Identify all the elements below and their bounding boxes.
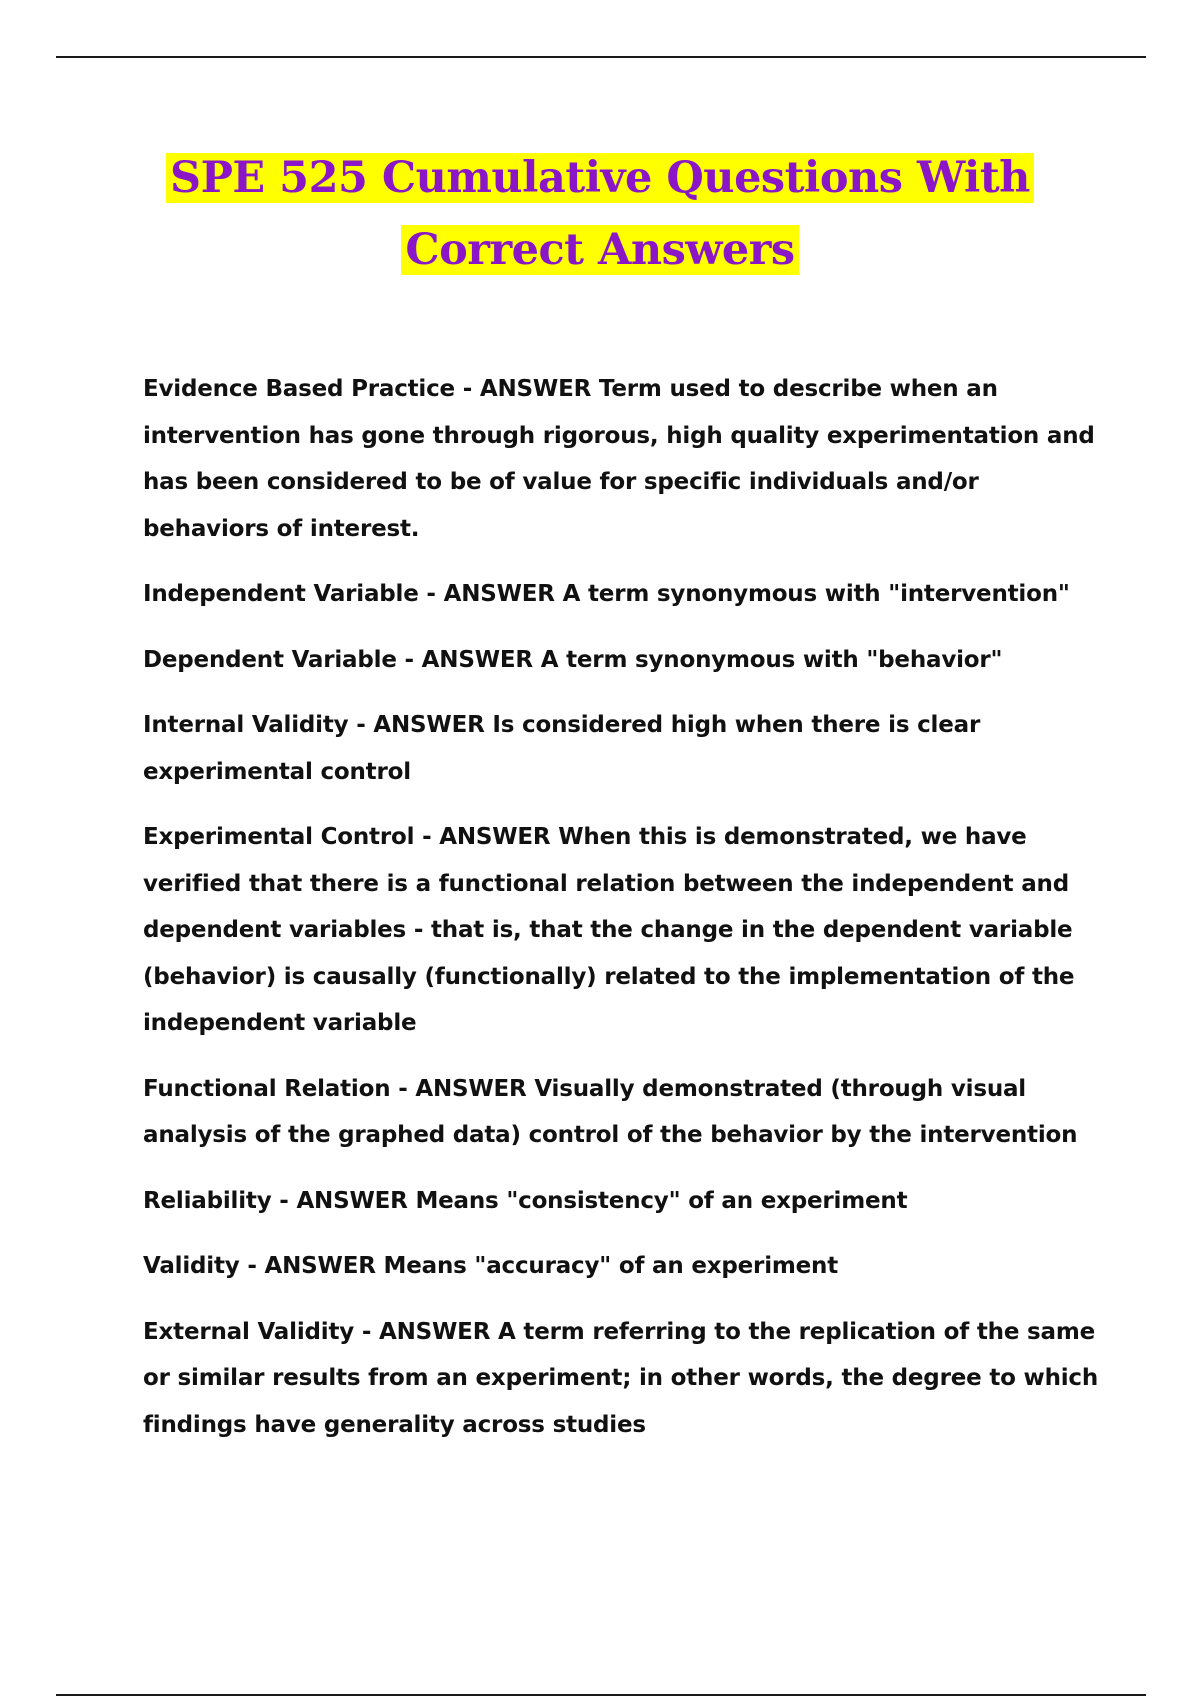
header-rule — [56, 56, 1146, 58]
qa-entry-internal-validity: Internal Validity - ANSWER Is considered high when there is clear experimental control — [143, 712, 981, 785]
page-title — [0, 142, 1200, 286]
qa-list — [143, 366, 1103, 1467]
qa-entry-independent-variable: Independent Variable - ANSWER A term synonymous with "intervention" — [143, 581, 1070, 607]
qa-entry-validity: Validity - ANSWER Means "accuracy" of an experiment — [143, 1253, 839, 1279]
title-line-1: SPE 525 Cumulative Questions With — [166, 153, 1034, 203]
qa-entry-evidence-based-practice: Evidence Based Practice - ANSWER Term used to describe when an intervention has gone through rigorous, high quality experimentation and has been considered to be of value for specific individuals and/or behaviors of interest. — [143, 376, 1095, 542]
qa-entry-reliability: Reliability - ANSWER Means "consistency" of an experiment — [143, 1187, 908, 1214]
qa-entry-external-validity: External Validity - ANSWER A term referring to the replication of the same or similar results from an experiment; in other words, the degree to which findings have generality across studies — [143, 1318, 1099, 1438]
qa-entry-experimental-control: Experimental Control - ANSWER When this is demonstrated, we have verified that there is a functional relation between the independent and dependent variables - that is, that the change in the dependent variable (behavior) is causally (functionally) related to the implementation of the independent variable — [143, 824, 1075, 1036]
title-line-2: Correct Answers — [401, 225, 798, 275]
footer-rule — [56, 1694, 1146, 1696]
qa-entry-functional-relation: Functional Relation - ANSWER Visually demonstrated (through visual analysis of the graphed data) control of the behavior by the intervention — [143, 1075, 1078, 1148]
qa-entry-dependent-variable: Dependent Variable - ANSWER A term synonymous with "behavior" — [143, 646, 1003, 673]
